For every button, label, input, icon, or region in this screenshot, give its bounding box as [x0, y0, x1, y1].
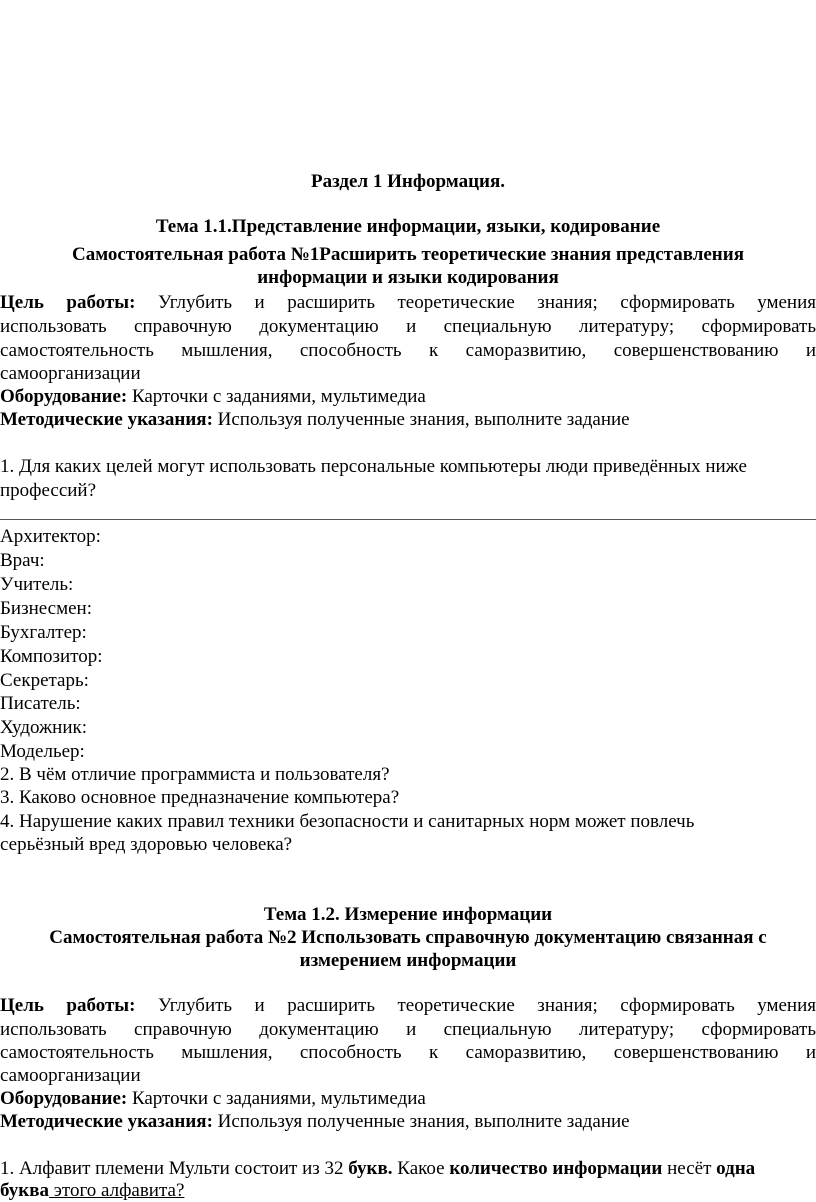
work-title-line: Самостоятельная работа №1Расширить теоретические знания представления	[72, 244, 744, 265]
question-1	[0, 1157, 816, 1180]
equipment-label: Оборудование:	[0, 1088, 128, 1109]
q-bold: буква	[0, 1180, 49, 1201]
q-text: 1. Алфавит племени Мульти состоит из 32	[0, 1158, 349, 1179]
method-label: Методические указания:	[0, 409, 213, 430]
profession-item: Бухгалтер:	[0, 622, 87, 643]
profession-item: Бизнесмен:	[0, 598, 92, 619]
profession-item: Писатель:	[0, 693, 81, 714]
method-line	[0, 1110, 816, 1133]
equipment-text: Карточки с заданиями, мультимедиа	[131, 1088, 426, 1109]
equipment-line	[0, 1087, 816, 1110]
equipment-line	[0, 385, 816, 408]
profession-item: Художник:	[0, 717, 88, 738]
goal-line	[0, 291, 816, 314]
q-underlined: этого алфавита?	[48, 1180, 185, 1201]
q-bold: одна	[716, 1158, 756, 1179]
q-text: несёт	[662, 1158, 717, 1179]
goal-text: Углубить и расширить теоретические знания; сформировать умения	[157, 292, 816, 313]
goal-line: использовать справочную документацию и специальную литературу; сформировать	[0, 1019, 816, 1040]
profession-item: Модельер:	[0, 741, 85, 762]
method-text: Используя полученные знания, выполните задание	[217, 1111, 630, 1132]
goal-line: использовать справочную документацию и специальную литературу; сформировать	[0, 316, 816, 337]
question-1-cont	[0, 1179, 816, 1202]
question-3: 3. Каково основное предназначение компьютера?	[0, 787, 400, 808]
q-bold: букв.	[348, 1158, 393, 1179]
q-text: Какое	[392, 1158, 450, 1179]
topic-heading: Тема 1.2. Измерение информации	[263, 904, 553, 925]
goal-line: самоорганизации	[0, 1065, 141, 1086]
q-bold: количество информации	[449, 1158, 663, 1179]
goal-line: самостоятельность мышления, способность к саморазвитию, совершенствованию и	[0, 340, 816, 361]
method-line	[0, 408, 816, 431]
goal-label: Цель работы:	[0, 292, 136, 313]
topic-heading: Тема 1.1.Представление информации, языки, кодирование	[155, 216, 661, 237]
equipment-label: Оборудование:	[0, 386, 128, 407]
goal-line	[0, 994, 816, 1017]
equipment-text: Карточки с заданиями, мультимедиа	[131, 386, 426, 407]
method-text: Используя полученные знания, выполните задание	[217, 409, 630, 430]
profession-item: Учитель:	[0, 574, 74, 595]
answer-line	[0, 519, 816, 520]
goal-line: самостоятельность мышления, способность к саморазвитию, совершенствованию и	[0, 1042, 816, 1063]
goal-line: самоорганизации	[0, 363, 141, 384]
profession-item: Архитектор:	[0, 526, 101, 547]
profession-item: Врач:	[0, 550, 45, 571]
question-1: 1. Для каких целей могут использовать персональные компьютеры люди приведённых ниже	[0, 456, 747, 477]
work-title-line: информации и языки кодирования	[257, 267, 559, 288]
work-title-line: измерением информации	[299, 950, 517, 971]
question-1-cont: профессий?	[0, 480, 97, 501]
question-4: 4. Нарушение каких правил техники безопасности и санитарных норм может повлечь	[0, 811, 695, 832]
goal-label: Цель работы:	[0, 995, 136, 1016]
method-label: Методические указания:	[0, 1111, 213, 1132]
question-2: 2. В чём отличие программиста и пользователя?	[0, 764, 390, 785]
section-heading: Раздел 1 Информация.	[311, 171, 505, 192]
question-4-cont: серьёзный вред здоровью человека?	[0, 834, 293, 855]
profession-item: Секретарь:	[0, 670, 89, 691]
profession-item: Композитор:	[0, 646, 103, 667]
goal-text: Углубить и расширить теоретические знания; сформировать умения	[157, 995, 816, 1016]
work-title-line: Самостоятельная работа №2 Использовать справочную документацию связанная с	[49, 927, 767, 948]
